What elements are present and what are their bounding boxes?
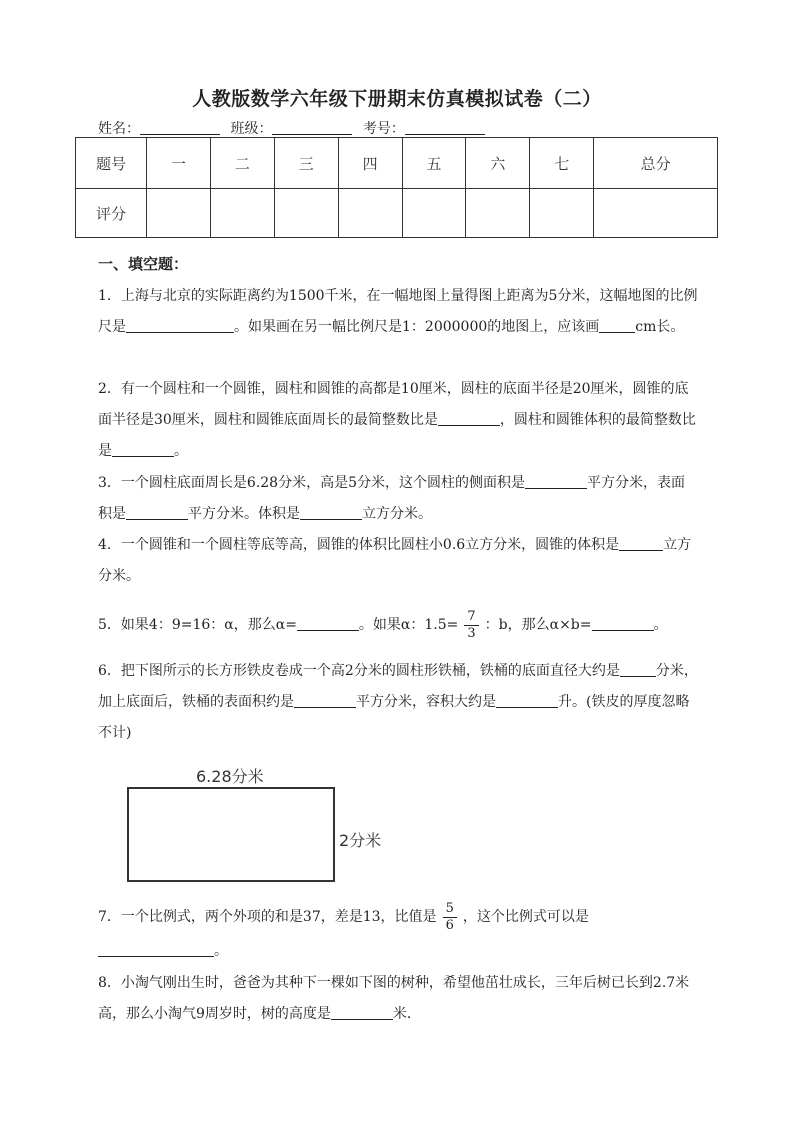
question-number: 7． xyxy=(98,909,121,925)
question-text: 平方分米。体积是 xyxy=(188,506,300,522)
question-text: 。 xyxy=(214,943,228,959)
score-header-row xyxy=(76,138,718,189)
fraction-numerator: 5 xyxy=(443,901,457,918)
score-cell[interactable] xyxy=(466,189,530,238)
score-cell[interactable] xyxy=(594,189,718,238)
answer-blank[interactable] xyxy=(112,442,174,457)
answer-blank[interactable] xyxy=(599,318,635,333)
header-cell: 一 xyxy=(147,138,211,189)
answer-blank[interactable] xyxy=(300,505,362,520)
answer-blank[interactable] xyxy=(592,616,654,631)
answer-blank[interactable] xyxy=(297,616,359,631)
score-cell[interactable] xyxy=(147,189,211,238)
class-blank[interactable] xyxy=(272,120,352,135)
question-text: 一个圆锥和一个圆柱等底等高，圆锥的体积比圆柱小0.6立方分米，圆锥的体积是 xyxy=(120,537,620,553)
answer-blank[interactable] xyxy=(331,1005,393,1020)
fraction-numerator: 7 xyxy=(464,609,478,626)
fraction-denominator: 6 xyxy=(445,917,454,933)
header-cell: 四 xyxy=(338,138,402,189)
question-text: cm长。 xyxy=(635,319,685,335)
student-info-line xyxy=(98,118,491,138)
header-cell: 三 xyxy=(274,138,338,189)
answer-blank[interactable] xyxy=(525,474,587,489)
answer-blank[interactable] xyxy=(294,693,356,708)
class-label: 班级： xyxy=(230,121,273,137)
question-text: 分米，加上底面后，铁桶的表面积约是 xyxy=(98,663,698,710)
score-cell[interactable] xyxy=(210,189,274,238)
fraction xyxy=(443,901,457,934)
question-4 xyxy=(98,530,698,592)
question-8 xyxy=(98,968,698,1030)
score-table xyxy=(75,137,718,238)
answer-blank[interactable] xyxy=(619,536,663,551)
iron-sheet-rectangle xyxy=(127,787,335,882)
header-cell: 七 xyxy=(530,138,594,189)
name-blank[interactable] xyxy=(140,120,220,135)
question-text: 一个比例式，两个外项的和是37，差是13，比值是 xyxy=(120,909,437,925)
question-text: 上海与北京的实际距离约为1500千米，在一幅地图上量得图上距离为5分米，这幅地图的比例尺是 xyxy=(98,288,698,335)
rectangle-figure xyxy=(114,760,404,890)
question-text: 有一个圆柱和一个圆锥，圆柱和圆锥的高都是10厘米，圆柱的底面半径是20厘米，圆锥的底面半径是30厘米，圆柱和圆锥底面周长的最简整数比是 xyxy=(98,381,689,428)
question-number: 3． xyxy=(98,475,121,491)
question-text: 立方分米。 xyxy=(98,537,692,584)
question-text: 把下图所示的长方形铁皮卷成一个高2分米的圆柱形铁桶，铁桶的底面直径大约是 xyxy=(120,663,620,679)
question-text: 米． xyxy=(392,1006,421,1022)
question-text: 平方分米，容积大约是 xyxy=(356,694,496,710)
name-label: 姓名： xyxy=(98,121,140,137)
score-cell[interactable] xyxy=(338,189,402,238)
fraction xyxy=(464,609,478,642)
question-text: 升。(铁皮的厚度忽略不计) xyxy=(98,694,690,741)
score-row-label: 评分 xyxy=(76,189,147,238)
section-heading: 一、填空题： xyxy=(98,255,189,273)
exam-number-label: 考号： xyxy=(362,121,405,137)
question-text: ，这个比例式可以是 xyxy=(462,909,589,925)
header-cell: 题号 xyxy=(76,138,147,189)
question-number: 6． xyxy=(98,663,121,679)
question-text: ，圆柱和圆锥体积的最简整数比是 xyxy=(98,412,696,459)
header-cell: 五 xyxy=(402,138,466,189)
header-cell: 二 xyxy=(210,138,274,189)
header-cell: 六 xyxy=(466,138,530,189)
question-number: 2． xyxy=(98,381,121,397)
question-number: 4． xyxy=(98,537,121,553)
question-number: 8． xyxy=(98,975,121,991)
question-text: 如果4：9=16：α，那么α= xyxy=(120,617,297,633)
question-2 xyxy=(98,374,698,467)
score-cell[interactable] xyxy=(274,189,338,238)
question-6 xyxy=(98,656,698,749)
fraction-denominator: 3 xyxy=(467,625,476,641)
question-text: 立方分米。 xyxy=(362,506,432,522)
question-number: 1． xyxy=(98,288,121,304)
answer-blank[interactable] xyxy=(126,318,234,333)
question-text: 。如果画在另一幅比例尺是1：2000000的地图上，应该画 xyxy=(234,319,600,335)
question-5 xyxy=(98,608,698,642)
question-text: 。 xyxy=(653,617,668,633)
question-7 xyxy=(98,900,698,968)
exam-number-blank[interactable] xyxy=(405,120,485,135)
score-row xyxy=(76,189,718,238)
question-text: 。如果α：1.5= xyxy=(358,617,459,633)
question-number: 5． xyxy=(98,617,121,633)
answer-blank[interactable] xyxy=(438,411,500,426)
figure-height-label: 2分米 xyxy=(339,831,382,850)
score-cell[interactable] xyxy=(402,189,466,238)
answer-blank[interactable] xyxy=(126,505,188,520)
question-3 xyxy=(98,468,698,530)
question-text: ：b，那么α×b= xyxy=(484,617,592,633)
answer-blank[interactable] xyxy=(496,693,558,708)
exam-title: 人教版数学六年级下册期末仿真模拟试卷（二） xyxy=(192,88,602,110)
figure-width-label: 6.28分米 xyxy=(196,767,264,786)
question-text: 小淘气刚出生时，爸爸为其种下一棵如下图的树种，希望他茁壮成长，三年后树已长到2.7米高，那么小淘气9周岁时，树的高度是 xyxy=(98,975,690,1022)
question-text: 一个圆柱底面周长是6.28分米，高是5分米，这个圆柱的侧面积是 xyxy=(120,475,525,491)
header-cell: 总分 xyxy=(594,138,718,189)
question-text: 平方分米，表面积是 xyxy=(98,475,685,522)
question-1 xyxy=(98,281,698,343)
score-cell[interactable] xyxy=(530,189,594,238)
answer-blank[interactable] xyxy=(98,942,214,957)
answer-blank[interactable] xyxy=(620,662,656,677)
question-text: 。 xyxy=(174,443,188,459)
